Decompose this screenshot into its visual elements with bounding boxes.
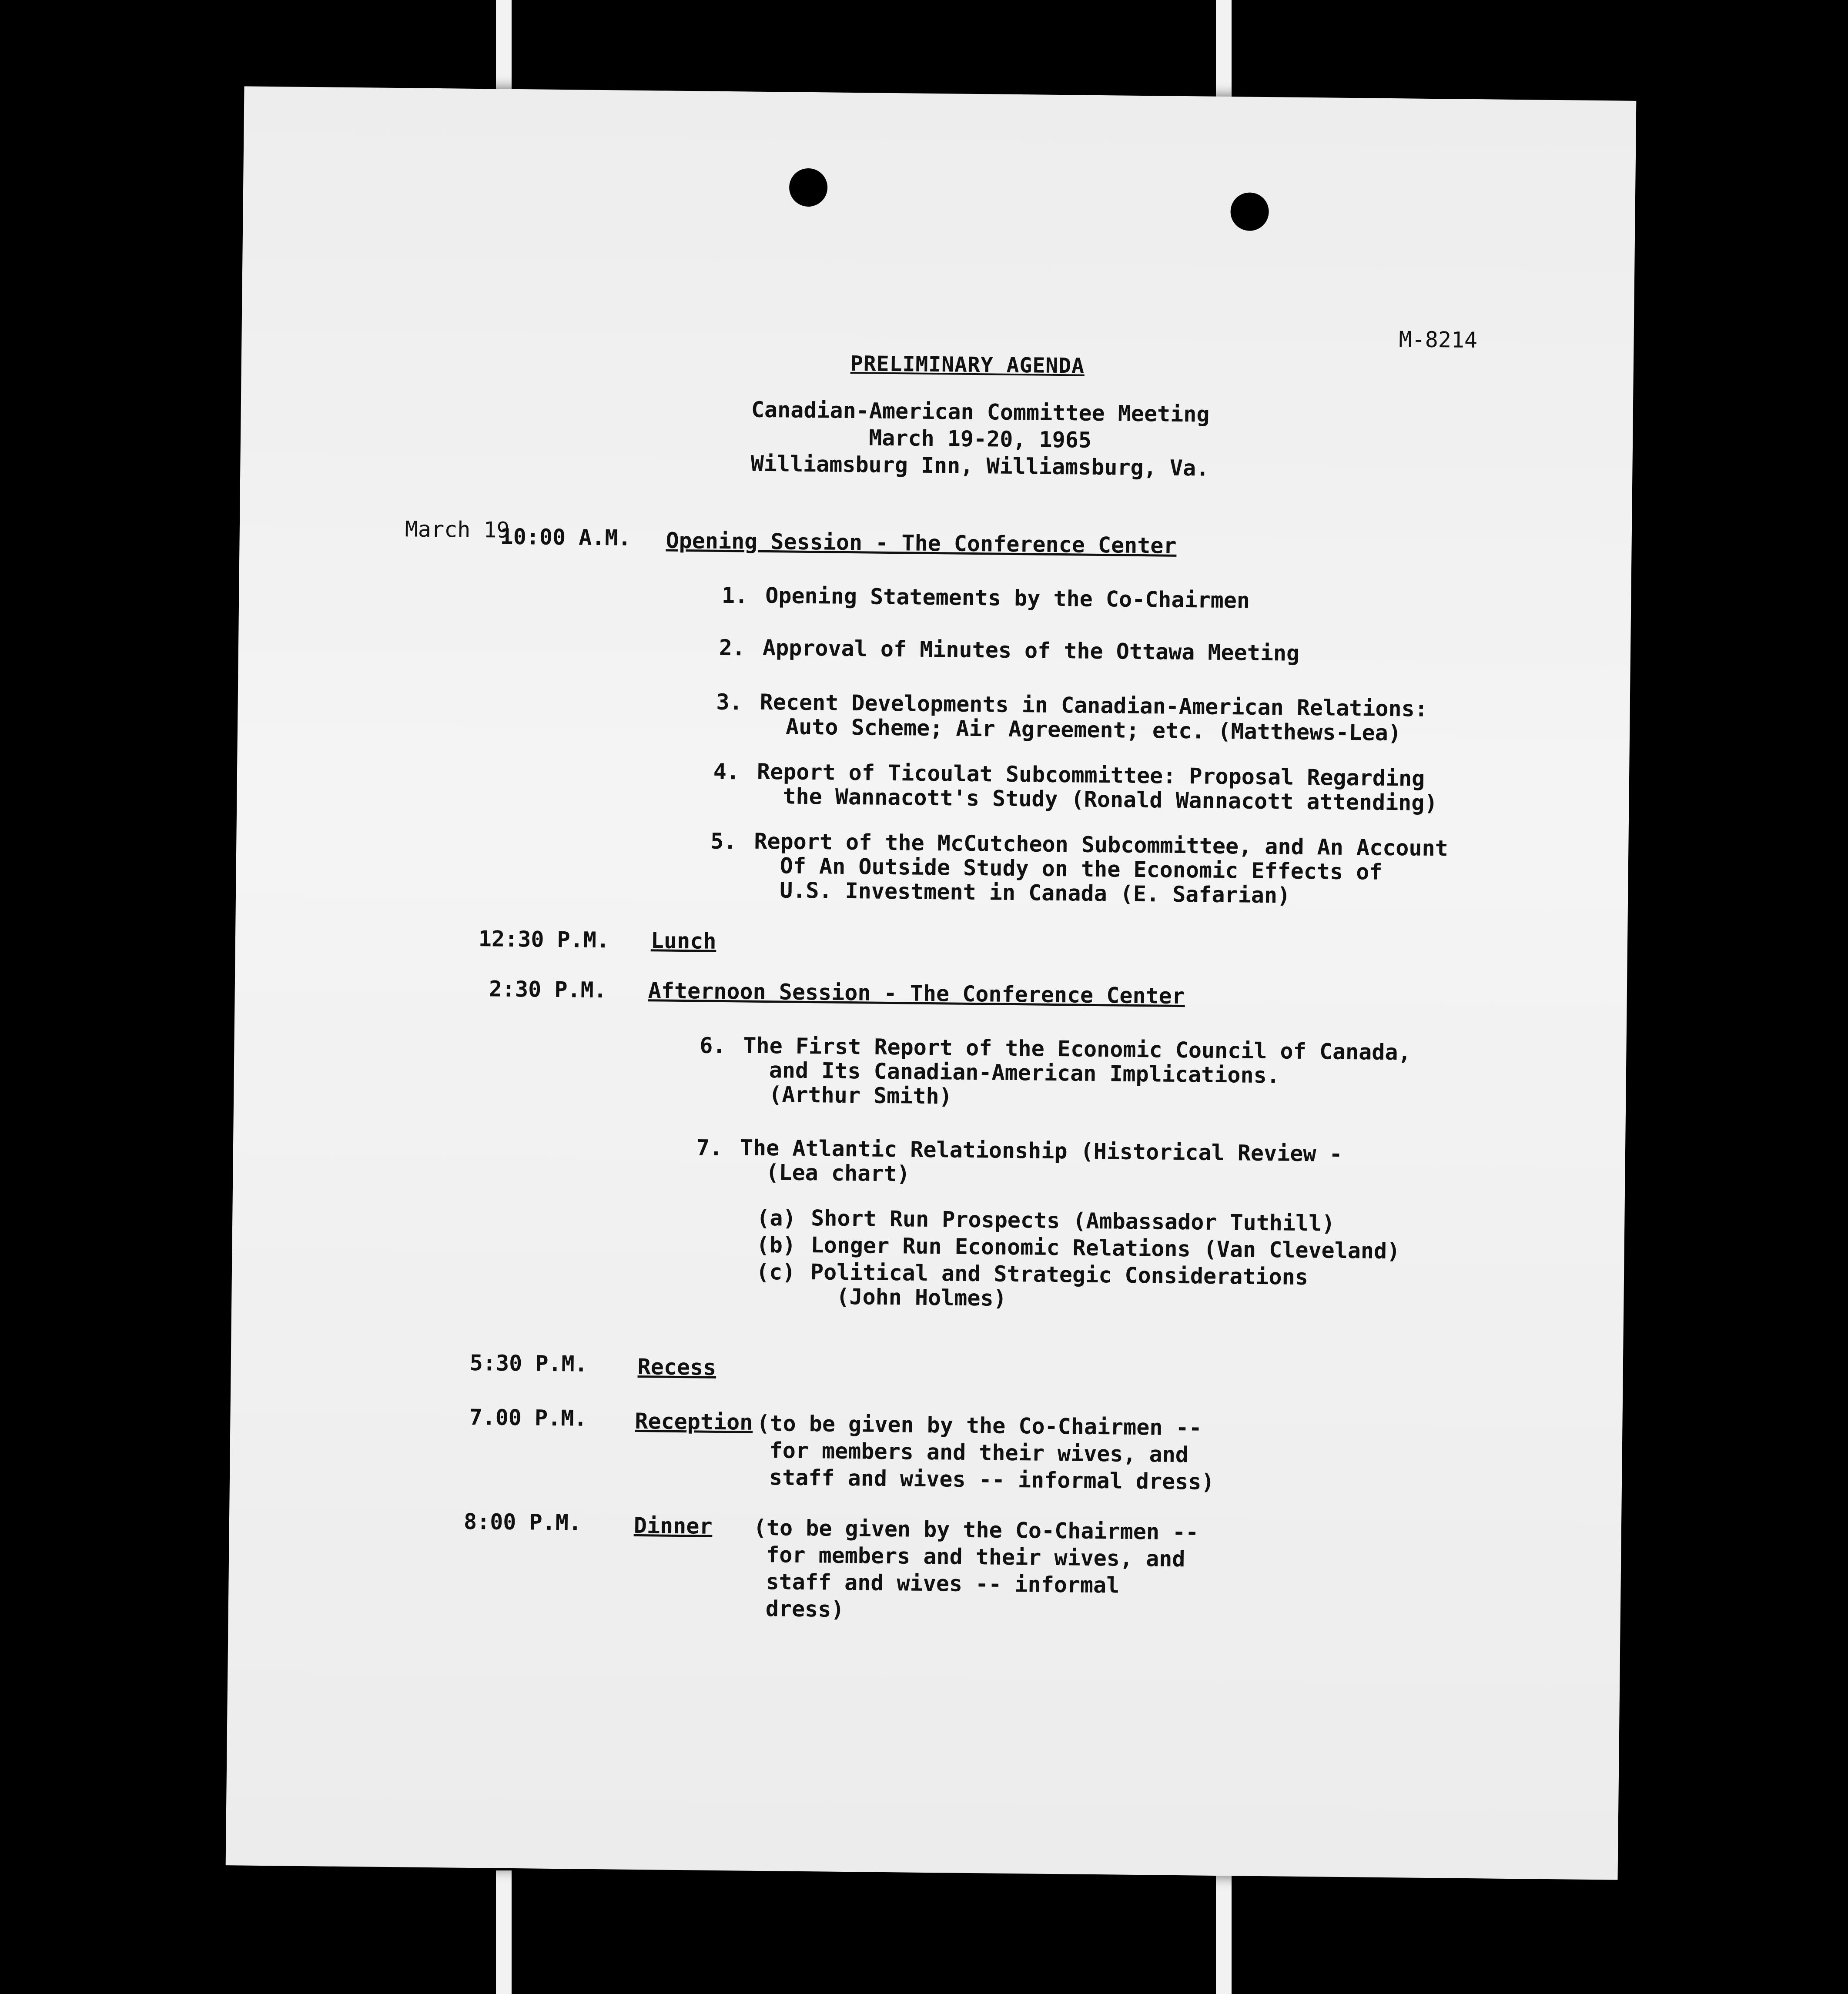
item-number: 1. <box>721 582 748 609</box>
event-note: (to be given by the Co-Chairmen -- for members and their wives, and staff and wives -- informal dress) <box>757 1410 1215 1495</box>
item-number: 7. <box>696 1135 723 1161</box>
agenda-item: Opening Statements by the Co-Chairmen <box>765 582 1250 613</box>
session-time: 5:30 P.M. <box>469 1350 588 1377</box>
subitem: Longer Run Economic Relations (Van Cleveland) <box>810 1232 1400 1264</box>
event-note: (to be given by the Co-Chairmen -- for members and their wives, and staff and wives -- informal dress) <box>753 1515 1199 1622</box>
document-number: M-8214 <box>1399 327 1478 353</box>
session-time: 7.00 P.M. <box>469 1404 587 1431</box>
item-number: 3. <box>716 689 743 715</box>
meeting-dates: March 19-20, 1965 <box>868 425 1092 453</box>
session-title: Reception <box>635 1408 753 1435</box>
meeting-header <box>697 395 1263 482</box>
agenda-date: March 19 <box>405 516 510 543</box>
meeting-name: Canadian-American Committee Meeting <box>751 397 1210 427</box>
film-edge-strip <box>1216 0 1232 104</box>
subitem: Political and Strategic Considerations (John Holmes) <box>810 1259 1309 1311</box>
item-number: 2. <box>719 635 746 661</box>
agenda-item: Report of Ticoulat Subcommittee: Proposal Regarding the Wannacott's Study (Ronald Wannacott attending) <box>757 759 1438 816</box>
subitem-letter: (a) <box>757 1205 796 1231</box>
subitem-letter: (b) <box>756 1232 796 1258</box>
item-number: 6. <box>699 1033 726 1059</box>
subitem-letter: (c) <box>756 1259 796 1285</box>
item-number: 4. <box>713 759 740 785</box>
session-time: 12:30 P.M. <box>478 926 610 953</box>
agenda-item: The Atlantic Relationship (Historical Review - (Lea chart) <box>740 1135 1342 1187</box>
agenda-item: Report of the McCutcheon Subcommittee, and An Account Of An Outside Study on the Economic Effects of U.S. Investment in Canada (E. Safarian) <box>754 828 1449 908</box>
session-title: Dinner <box>633 1512 713 1539</box>
punch-hole <box>1230 192 1269 231</box>
session-title: Recess <box>637 1354 716 1380</box>
item-number: 5. <box>710 828 737 854</box>
film-edge-strip <box>1216 1870 1232 1994</box>
agenda-item: Recent Developments in Canadian-American Relations: Auto Scheme; Air Agreement; etc. (Matthews-Lea) <box>760 689 1428 746</box>
meeting-location: Williamsburg Inn, Williamsburg, Va. <box>750 451 1209 481</box>
agenda-item: Approval of Minutes of the Ottawa Meeting <box>762 635 1300 666</box>
session-title: Lunch <box>650 928 716 954</box>
page-title: PRELIMINARY AGENDA <box>850 351 1085 378</box>
punch-hole <box>789 168 828 207</box>
session-title: Afternoon Session - The Conference Center <box>648 978 1185 1009</box>
session-time: 8:00 P.M. <box>463 1509 582 1536</box>
session-title: Opening Session - The Conference Center <box>666 528 1177 559</box>
film-edge-strip <box>496 1870 512 1994</box>
subitem: Short Run Prospects (Ambassador Tuthill) <box>811 1205 1335 1236</box>
document-page <box>226 86 1637 1880</box>
session-time: 2:30 P.M. <box>489 976 607 1003</box>
session-time: 10:00 A.M. <box>500 524 631 551</box>
agenda-item: The First Report of the Economic Council of Canada, and Its Canadian-American Implications. (Arthur Smith) <box>743 1033 1411 1109</box>
